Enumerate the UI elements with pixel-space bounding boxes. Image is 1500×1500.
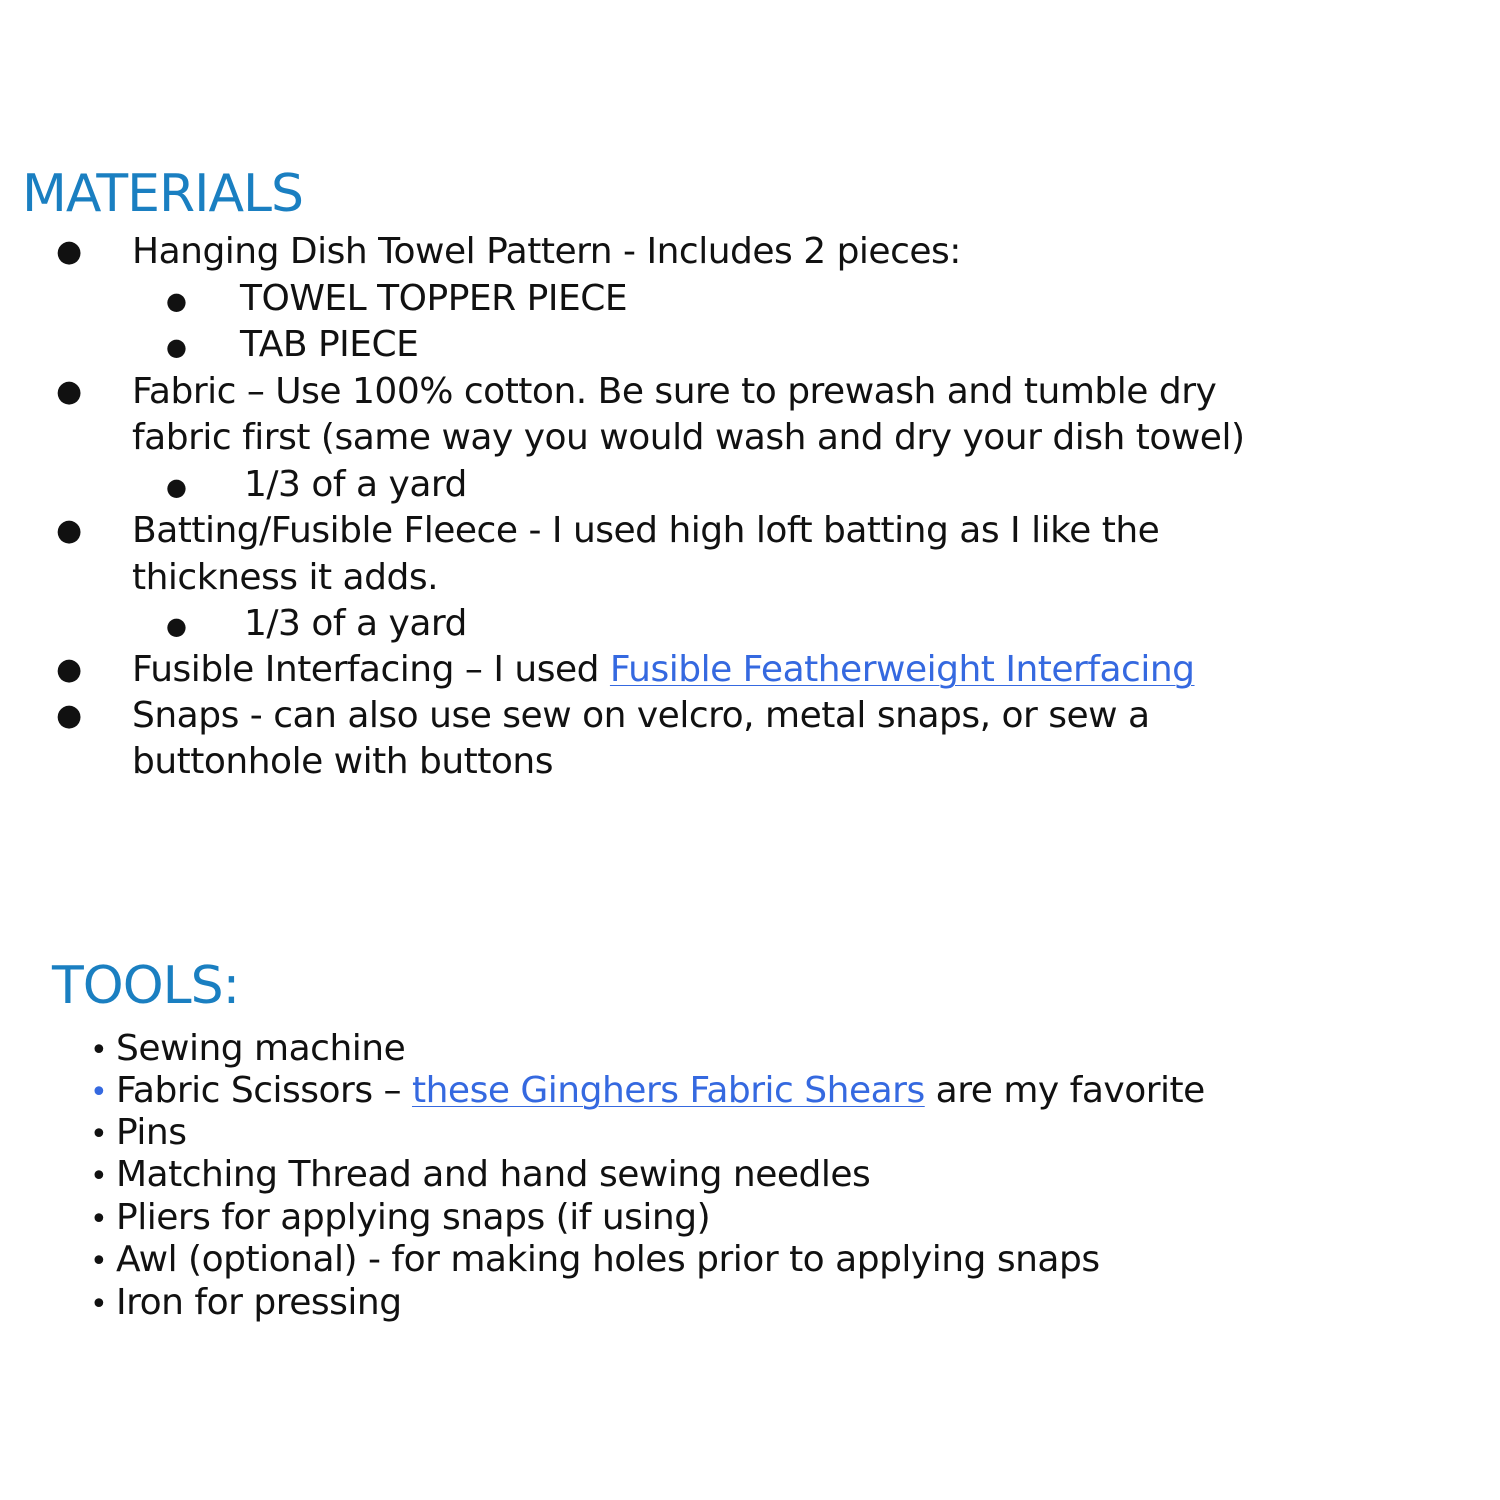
bullet-icon: ● xyxy=(166,287,187,315)
tool-label-suffix: are my favorite xyxy=(924,1070,1205,1111)
material-pattern-name: Hanging Dish Towel Pattern xyxy=(132,231,613,272)
material-fabric-detail: – Use 100% cotton. Be sure to prewash and tumble dry xyxy=(235,371,1217,412)
material-batting-detail: - I used high loft batting as I like the xyxy=(517,510,1160,551)
material-batting xyxy=(132,509,1159,553)
tool-awl xyxy=(90,1239,1100,1283)
bullet-icon: ● xyxy=(56,652,83,687)
materials-heading: MATERIALS xyxy=(22,164,304,224)
material-interfacing-detail: – I used xyxy=(453,649,610,690)
material-fabric-detail-cont: fabric first (same way you would wash and dry your dish towel) xyxy=(132,417,1245,458)
material-snaps xyxy=(132,694,1150,738)
material-pattern xyxy=(132,230,961,274)
tool-label: Pliers for applying snaps (if using) xyxy=(116,1197,711,1238)
bullet-icon: • xyxy=(90,1117,108,1152)
material-fabric xyxy=(132,370,1216,414)
bullet-icon: ● xyxy=(166,612,187,640)
ginghers-shears-link[interactable]: these Ginghers Fabric Shears xyxy=(411,1070,925,1111)
pattern-piece-tab: TAB PIECE xyxy=(240,324,419,365)
material-interfacing-name: Fusible Interfacing xyxy=(132,649,454,690)
material-fabric-amount: 1/3 of a yard xyxy=(244,464,467,505)
material-snaps-name: Snaps xyxy=(132,695,239,736)
tool-fabric-scissors xyxy=(90,1070,1205,1114)
tool-label: Iron for pressing xyxy=(116,1282,402,1323)
tool-iron xyxy=(90,1282,402,1326)
material-batting-detail-cont: thickness it adds. xyxy=(132,557,439,598)
bullet-icon: ● xyxy=(166,473,187,501)
bullet-icon: • xyxy=(90,1202,108,1237)
tool-pins xyxy=(90,1112,187,1156)
tool-label: Fabric Scissors – xyxy=(116,1070,412,1111)
tools-heading: TOOLS: xyxy=(52,956,240,1016)
tool-label: Matching Thread and hand sewing needles xyxy=(116,1154,871,1195)
material-fabric-name: Fabric xyxy=(132,371,236,412)
material-pattern-detail: - Includes 2 pieces: xyxy=(612,231,961,272)
interfacing-link[interactable]: Fusible Featherweight Interfacing xyxy=(609,649,1195,690)
bullet-icon: ● xyxy=(56,234,83,269)
material-batting-amount: 1/3 of a yard xyxy=(244,603,467,644)
tool-label: Sewing machine xyxy=(116,1028,406,1069)
material-batting-name: Batting/Fusible Fleece xyxy=(132,510,518,551)
bullet-icon: • xyxy=(90,1075,108,1110)
tool-label: Awl (optional) - for making holes prior to applying snaps xyxy=(116,1239,1100,1280)
bullet-icon: ● xyxy=(56,513,83,548)
pattern-piece-towel-topper: TOWEL TOPPER PIECE xyxy=(240,278,628,319)
tool-pliers xyxy=(90,1197,710,1241)
material-interfacing xyxy=(132,648,1195,692)
bullet-icon: • xyxy=(90,1287,108,1322)
material-snaps-detail-cont: buttonhole with buttons xyxy=(132,741,553,782)
tool-thread-needles xyxy=(90,1154,870,1198)
tool-label: Pins xyxy=(116,1112,187,1153)
bullet-icon: • xyxy=(90,1033,108,1068)
tool-sewing-machine xyxy=(90,1028,405,1072)
bullet-icon: • xyxy=(90,1244,108,1279)
bullet-icon: ● xyxy=(56,698,83,733)
bullet-icon: • xyxy=(90,1159,108,1194)
bullet-icon: ● xyxy=(56,374,83,409)
bullet-icon: ● xyxy=(166,333,187,361)
material-snaps-detail: - can also use sew on velcro, metal snaps, or sew a xyxy=(238,695,1150,736)
